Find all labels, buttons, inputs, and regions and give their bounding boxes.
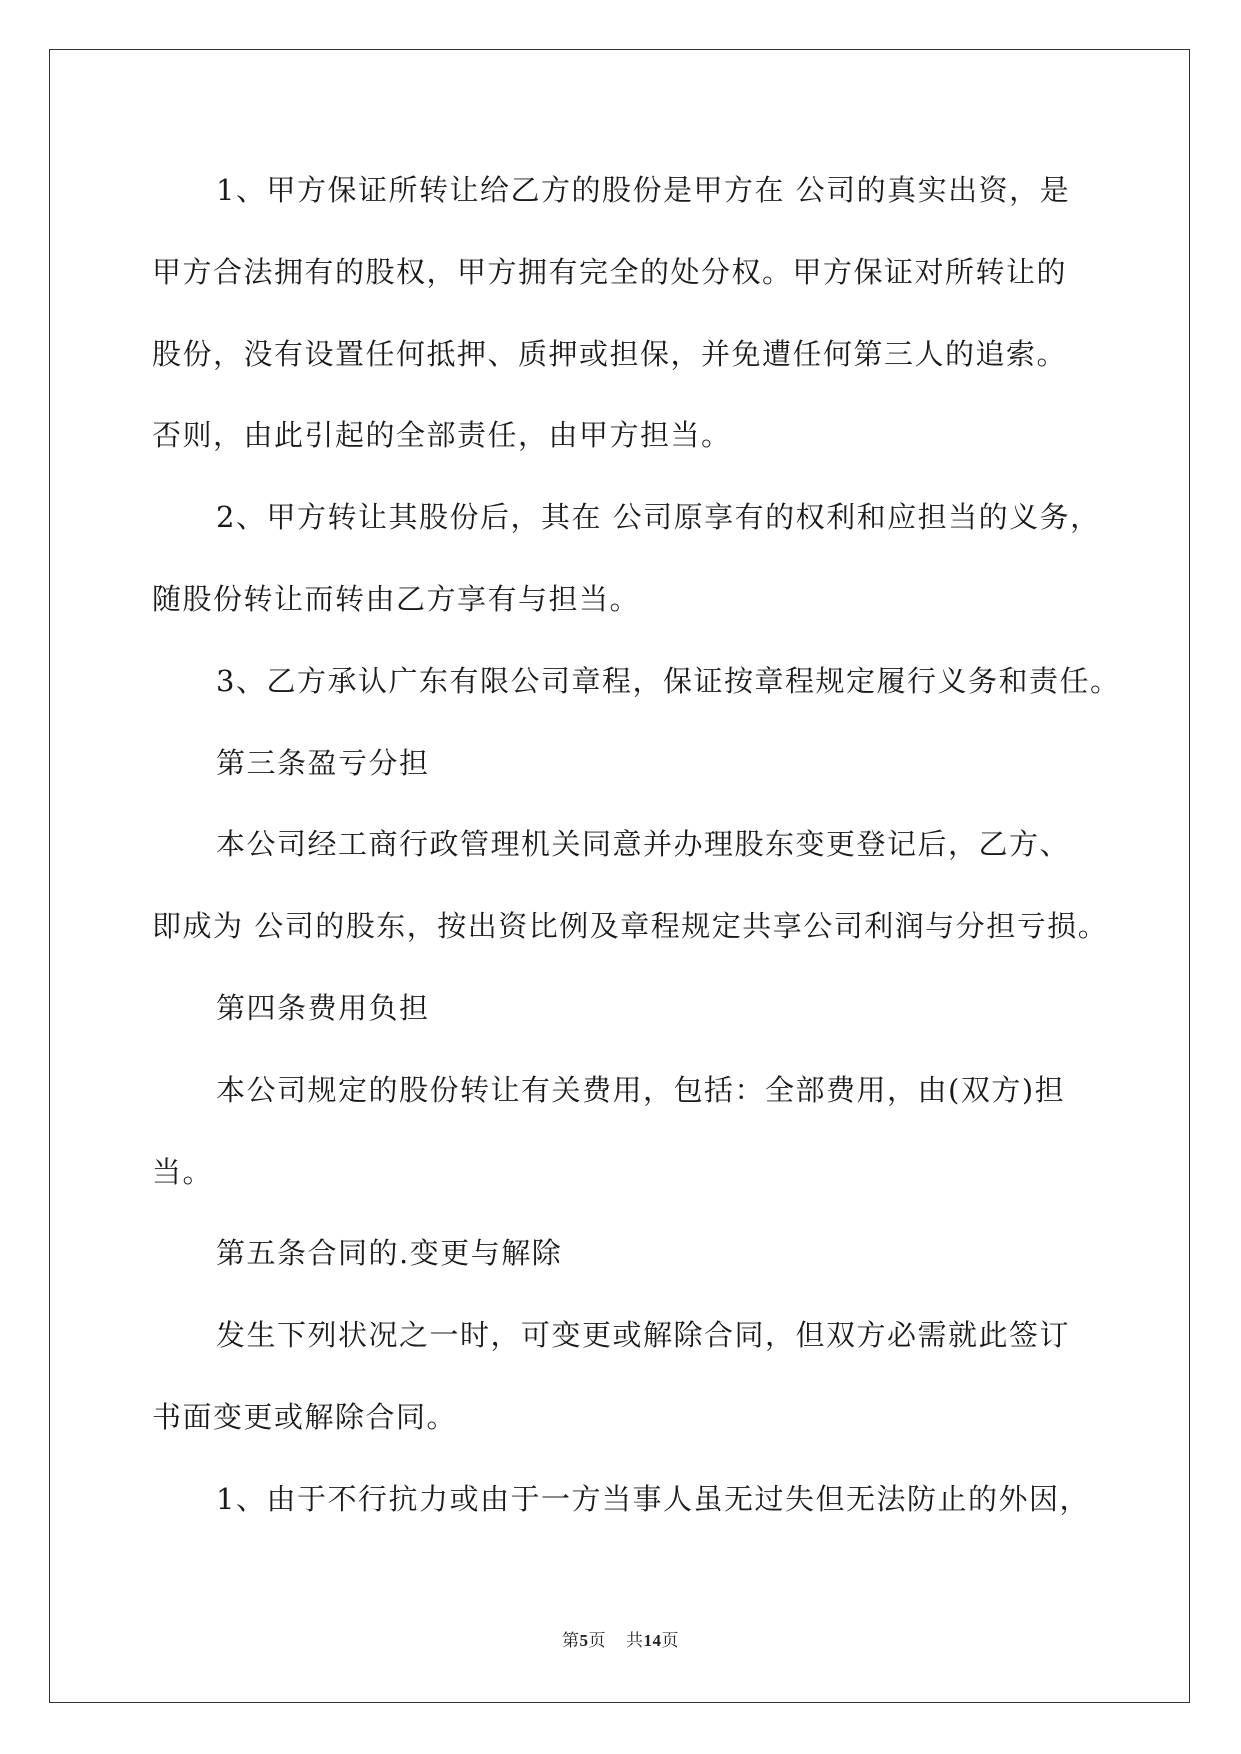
paragraph-line: 本公司经工商行政管理机关同意并办理股东变更登记后，乙方、 — [216, 827, 1071, 862]
total-pages-suffix: 页 — [661, 1631, 679, 1651]
paragraph-line: 否则，由此引起的全部责任，由甲方担当。 — [152, 418, 732, 453]
page-number-prefix: 第 — [562, 1631, 580, 1651]
paragraph-line: 本公司规定的股份转让有关费用，包括：全部费用，由(双方)担 — [216, 1072, 1066, 1107]
total-pages-prefix: 共 — [626, 1631, 644, 1651]
paragraph-line: 股份，没有设置任何抵押、质押或担保，并免遭任何第三人的追索。 — [152, 336, 1068, 371]
page-number: 5 — [579, 1631, 589, 1650]
document-body — [152, 160, 1121, 1551]
paragraph-line: 当。 — [152, 1154, 214, 1189]
paragraph-line: 即成为 公司的股东，按出资比例及章程规定共享公司利润与分担亏损。 — [152, 909, 1109, 944]
paragraph-line: 1、甲方保证所转让给乙方的股份是甲方在 公司的真实出资，是 — [216, 173, 1071, 207]
paragraph-line: 发生下列状况之一时，可变更或解除合同，但双方必需就此签订 — [216, 1318, 1071, 1353]
section-heading: 第四条费用负担 — [216, 990, 430, 1025]
paragraph-line: 1、由于不行抗力或由于一方当事人虽无过失但无法防止的外因， — [216, 1481, 1090, 1516]
section-heading: 第三条盈亏分担 — [216, 745, 430, 780]
paragraph-line: 书面变更或解除合同。 — [152, 1399, 458, 1434]
total-pages: 14 — [643, 1631, 662, 1650]
paragraph-line: 甲方合法拥有的股权，甲方拥有完全的处分权。甲方保证对所转让的 — [152, 254, 1068, 289]
section-heading: 第五条合同的.变更与解除 — [216, 1236, 563, 1271]
paragraph-line: 3、乙方承认广东有限公司章程，保证按章程规定履行义务和责任。 — [216, 663, 1121, 698]
paragraph-line: 随股份转让而转由乙方享有与担当。 — [152, 581, 641, 616]
page-footer — [0, 1630, 1241, 1652]
page-number-suffix: 页 — [588, 1631, 606, 1651]
paragraph-line: 2、甲方转让其股份后，其在 公司原享有的权利和应担当的义务， — [216, 500, 1101, 535]
